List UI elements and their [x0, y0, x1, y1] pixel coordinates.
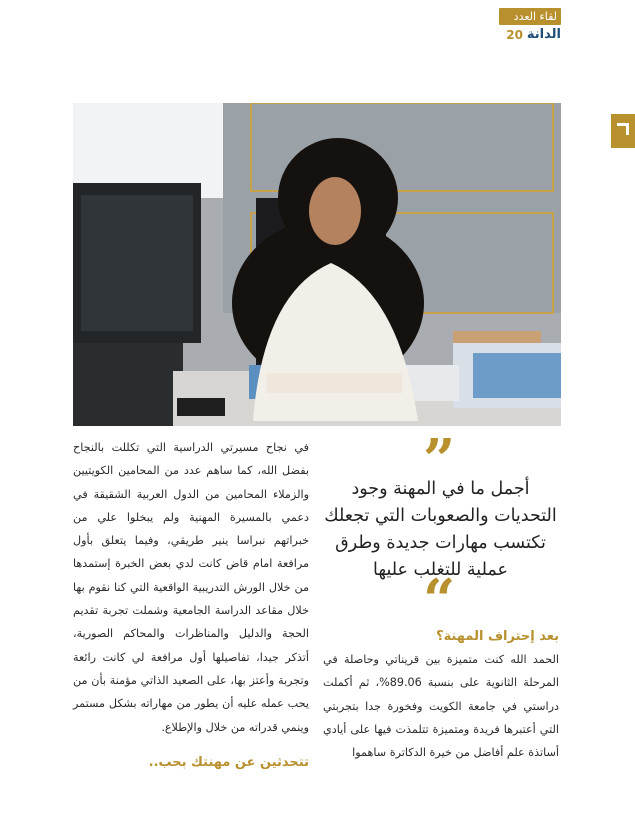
question-heading: بعد إحتراف المهنة؟	[436, 629, 559, 644]
section-label: لقاء العدد	[499, 8, 561, 25]
page-header	[499, 8, 561, 42]
page-number: 20	[506, 27, 523, 42]
close-quote-icon: ”	[423, 427, 456, 493]
magazine-logo: الدانة	[526, 27, 561, 42]
left-column-text: في نجاح مسيرتي الدراسية التي تكللت بالنجاح بفضل الله، كما ساهم عدد من المحامين الكويتيين والزملاء المحامين من الدول العربية الشقيقة في دعمي بالمسيرة المهنية ولم يبخلوا علي من خبراتهم نبراسا ينير طريقي، وفيما يتعلق بأول مرافعة امام قاض كانت لدي بعض الخبرة إستمدها من خلال الورش التدريبية الواقعية التي كنا نقوم بها خلال مقاعد الدراسة الجامعية وشملت تجربة تقديم الحجة والدليل والمناظرات والمحاكم الصورية، أتذكر جيدا، تفاصيلها أول مرافعة لي كانت رائعة وتجربة وأعتز بها، على الصعيد الذاتي مؤمنة بأن من يحب عمله عليه أن يطور من مهاراته بشكل مستمر وينمي قدراته من خلال والإطلاع.	[73, 441, 309, 734]
brand-row	[499, 27, 561, 42]
interview-photo	[73, 103, 561, 426]
pull-quote: أجمل ما في المهنة وجود التحديات والصعوبات التي تجعلك تكتسب مهارات جديدة وطرق عملية للتغلب عليها	[324, 479, 557, 580]
right-column-text: الحمد الله كنت متميزة بين قريناتي وحاصلة في المرحلة الثانوية على بنسبة 89.06%، ثم أكملت دراستي في جامعة الكويت وفخورة جدا بتجربتي التي أعتبرها فريدة ومتميزة تتلمذت فيها على أيادي أساتذة علم أفاضل من خيرة الدكاترة ساهموا	[323, 653, 559, 760]
edge-tab-icon	[611, 114, 635, 148]
open-quote-icon: “	[423, 567, 456, 633]
closing-heading: تتحدثين عن مهنتك بحب..	[148, 755, 309, 770]
